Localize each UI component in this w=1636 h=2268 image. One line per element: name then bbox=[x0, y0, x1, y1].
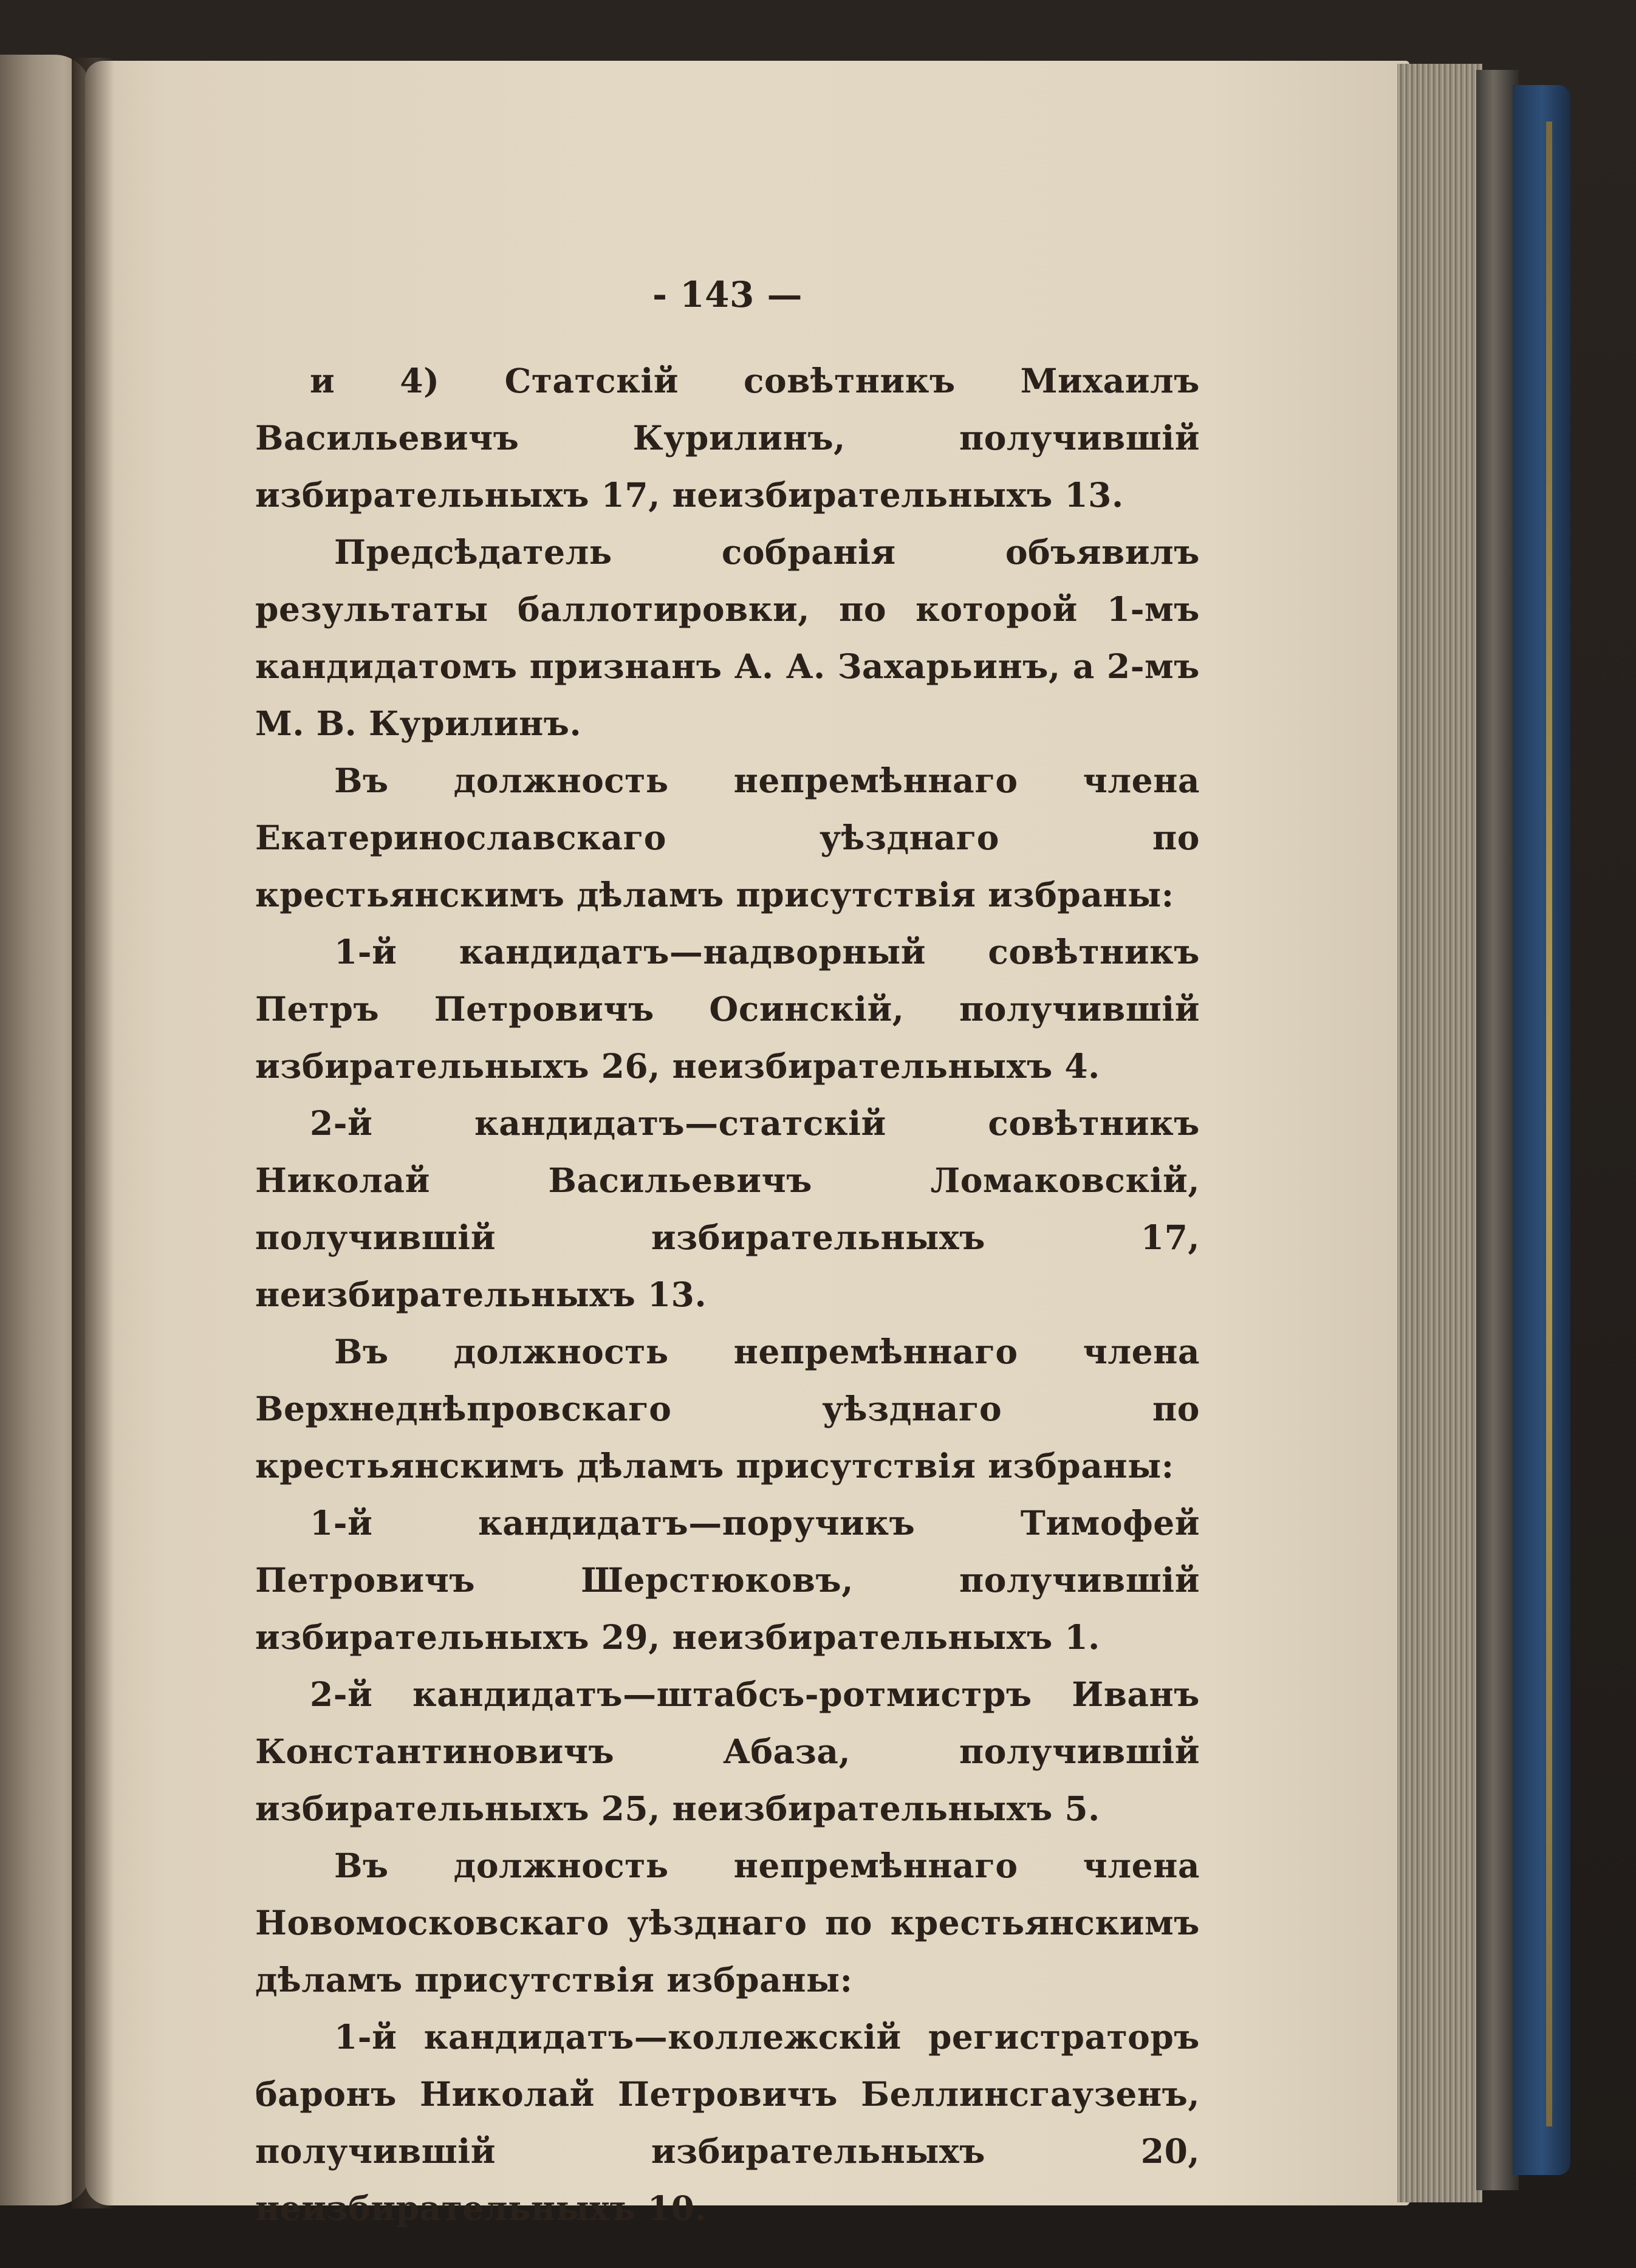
paragraph-5: 2-й кандидатъ—статскій совѣтникъ Николай Васильевичъ Ломаковскій, получившій избирательныхъ 17, неизбирательныхъ 13. bbox=[255, 1103, 1200, 1314]
paragraph-7: 1-й кандидатъ—поручикъ Тимофей Петровичъ Шерстюковъ, получившій избирательныхъ 29, неизбирательныхъ 1. bbox=[255, 1503, 1200, 1657]
paragraph-8: 2-й кандидатъ—штабсъ-ротмистръ Иванъ Константиновичъ Абаза, получившій избирательныхъ 25, неизбирательныхъ 5. bbox=[255, 1674, 1200, 1828]
spine-shadow bbox=[72, 58, 114, 2208]
paragraph-6: Въ должность непремѣннаго члена Верхнеднѣпровскаго уѣзднаго по крестьянскимъ дѣламъ присутствія избраны: bbox=[255, 1332, 1200, 1485]
paragraph-4: 1-й кандидатъ—надворный совѣтникъ Петръ Петровичъ Осинскій, получившій избирательныхъ 26, неизбирательныхъ 4. bbox=[255, 932, 1200, 1086]
paragraph-3: Въ должность непремѣннаго члена Екатеринославскаго уѣзднаго по крестьянскимъ дѣламъ присутствія избраны: bbox=[255, 761, 1200, 914]
page-number: - 143 — bbox=[652, 274, 803, 315]
paragraph-9: Въ должность непремѣннаго члена Новомосковскаго уѣзднаго по крестьянскимъ дѣламъ присутствія избраны: bbox=[255, 1846, 1200, 1999]
cover-spine bbox=[1513, 85, 1570, 2175]
paragraph-2: Предсѣдатель собранія объявилъ результаты баллотировки, по которой 1-мъ кандидатомъ признанъ А. А. Захарьинъ, а 2-мъ М. В. Курилинъ. bbox=[255, 532, 1200, 743]
page-text bbox=[255, 267, 1200, 2237]
cover-trim bbox=[1546, 122, 1552, 2126]
paragraph-1: и 4) Статскій совѣтникъ Михаилъ Васильевичъ Курилинъ, получившій избирательныхъ 17, неизбирательныхъ 13. bbox=[255, 361, 1200, 515]
page-edges bbox=[1397, 64, 1482, 2202]
paragraph-10: 1-й кандидатъ—коллежскій регистраторъ баронъ Николай Петровичъ Беллинсгаузенъ, получившій избирательныхъ 20, неизбирательныхъ 10. bbox=[255, 2017, 1200, 2228]
